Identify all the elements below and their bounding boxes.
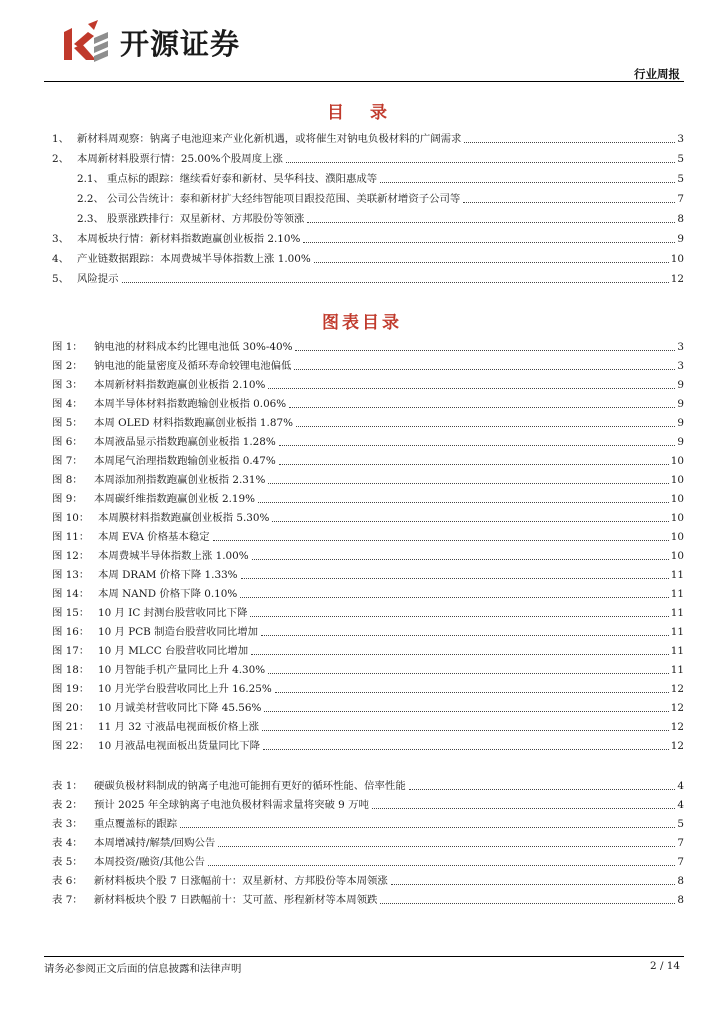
figure-item[interactable]: 图 13： 本周 DRAM 价格下降 1.33% 11: [52, 569, 684, 581]
figure-item[interactable]: 图 15： 10 月 IC 封测台股营收同比下降 11: [52, 607, 684, 619]
figure-item[interactable]: 图 19： 10 月光学台股营收同比上升 16.25% 12: [52, 683, 684, 695]
page-header: [0, 0, 724, 82]
table-item[interactable]: 表 1： 硬碳负极材料制成的钠离子电池可能拥有更好的循环性能、倍率性能 4: [52, 780, 684, 792]
table-item[interactable]: 表 4： 本周增减持/解禁/回购公告 7: [52, 837, 684, 849]
table-item[interactable]: 表 2： 预计 2025 年全球钠离子电池负极材料需求量将突破 9 万吨 4: [52, 799, 684, 811]
figure-item[interactable]: 图 16： 10 月 PCB 制造台股营收同比增加 11: [52, 626, 684, 638]
figure-item[interactable]: 图 5： 本周 OLED 材料指数跑赢创业板指 1.87% 9: [52, 417, 684, 429]
report-type-label: 行业周报: [634, 67, 680, 81]
figure-item[interactable]: 图 10： 本周膜材料指数跑赢创业板指 5.30% 10: [52, 512, 684, 524]
toc-item[interactable]: 4、 产业链数据跟踪：本周费城半导体指数上涨 1.00% 10: [52, 253, 684, 265]
footer-disclaimer: 请务必参阅正文后面的信息披露和法律声明: [44, 963, 242, 975]
footer-divider: [44, 956, 684, 957]
figure-item[interactable]: 图 12： 本周费城半导体指数上涨 1.00% 10: [52, 550, 684, 562]
figure-item[interactable]: 图 22： 10 月液晶电视面板出货量同比下降 12: [52, 740, 684, 752]
toc-item[interactable]: 3、 本周板块行情：新材料指数跑赢创业板指 2.10% 9: [52, 233, 684, 245]
figure-item[interactable]: 图 11： 本周 EVA 价格基本稳定 10: [52, 531, 684, 543]
figure-item[interactable]: 图 18： 10 月智能手机产量同比上升 4.30% 11: [52, 664, 684, 676]
table-item[interactable]: 表 7： 新材料板块个股 7 日跌幅前十：艾可蓝、彤程新材等本周领跌 8: [52, 894, 684, 906]
figure-item[interactable]: 图 3： 本周新材料指数跑赢创业板指 2.10% 9: [52, 379, 684, 391]
toc-subitem[interactable]: 2.1、 重点标的跟踪：继续看好泰和新材、昊华科技、濮阳惠成等 5: [77, 173, 684, 185]
toc-subitem[interactable]: 2.3、 股票涨跌排行：双星新材、方邦股份等领涨 8: [77, 213, 684, 225]
figure-item[interactable]: 图 21： 11 月 32 寸液晶电视面板价格上涨 12: [52, 721, 684, 733]
figure-item[interactable]: 图 1： 钠电池的材料成本约比锂电池低 30%-40% 3: [52, 341, 684, 353]
figures-title: 图表目录: [322, 313, 402, 333]
table-item[interactable]: 表 6： 新材料板块个股 7 日涨幅前十：双星新材、方邦股份等本周领涨 8: [52, 875, 684, 887]
brand-logo: [58, 18, 308, 68]
figure-item[interactable]: 图 17： 10 月 MLCC 台股营收同比增加 11: [52, 645, 684, 657]
toc-item[interactable]: 1、 新材料周观察：钠离子电池迎来产业化新机遇，或将催生对钠电负极材料的广阔需求 3: [52, 133, 684, 145]
toc-item[interactable]: 2、 本周新材料股票行情：25.00%个股周度上涨 5: [52, 153, 684, 165]
figure-item[interactable]: 图 8： 本周添加剂指数跑赢创业板指 2.31% 10: [52, 474, 684, 486]
figure-item[interactable]: 图 7： 本周尾气治理指数跑输创业板指 0.47% 10: [52, 455, 684, 467]
figure-item[interactable]: 图 14： 本周 NAND 价格下降 0.10% 11: [52, 588, 684, 600]
figure-item[interactable]: 图 20： 10 月诚美材营收同比下降 45.56% 12: [52, 702, 684, 714]
table-item[interactable]: 表 5： 本周投资/融资/其他公告 7: [52, 856, 684, 868]
figure-item[interactable]: 图 9： 本周碳纤维指数跑赢创业板 2.19% 10: [52, 493, 684, 505]
brand-logo-icon: [58, 18, 114, 64]
figure-item[interactable]: 图 6： 本周液晶显示指数跑赢创业板指 1.28% 9: [52, 436, 684, 448]
header-divider: [44, 81, 684, 82]
toc-subitem[interactable]: 2.2、 公司公告统计：泰和新材扩大经纬智能项目跟投范围、美联新材增资子公司等 7: [77, 193, 684, 205]
toc-title: 目 录: [327, 103, 397, 123]
brand-name: 开源证券: [120, 27, 241, 61]
figure-item[interactable]: 图 4： 本周半导体材料指数跑输创业板指 0.06% 9: [52, 398, 684, 410]
page-number: 2 / 14: [650, 960, 680, 972]
table-item[interactable]: 表 3： 重点覆盖标的跟踪 5: [52, 818, 684, 830]
figure-item[interactable]: 图 2： 钠电池的能量密度及循环寿命较锂电池偏低 3: [52, 360, 684, 372]
toc-item[interactable]: 5、 风险提示 12: [52, 273, 684, 285]
